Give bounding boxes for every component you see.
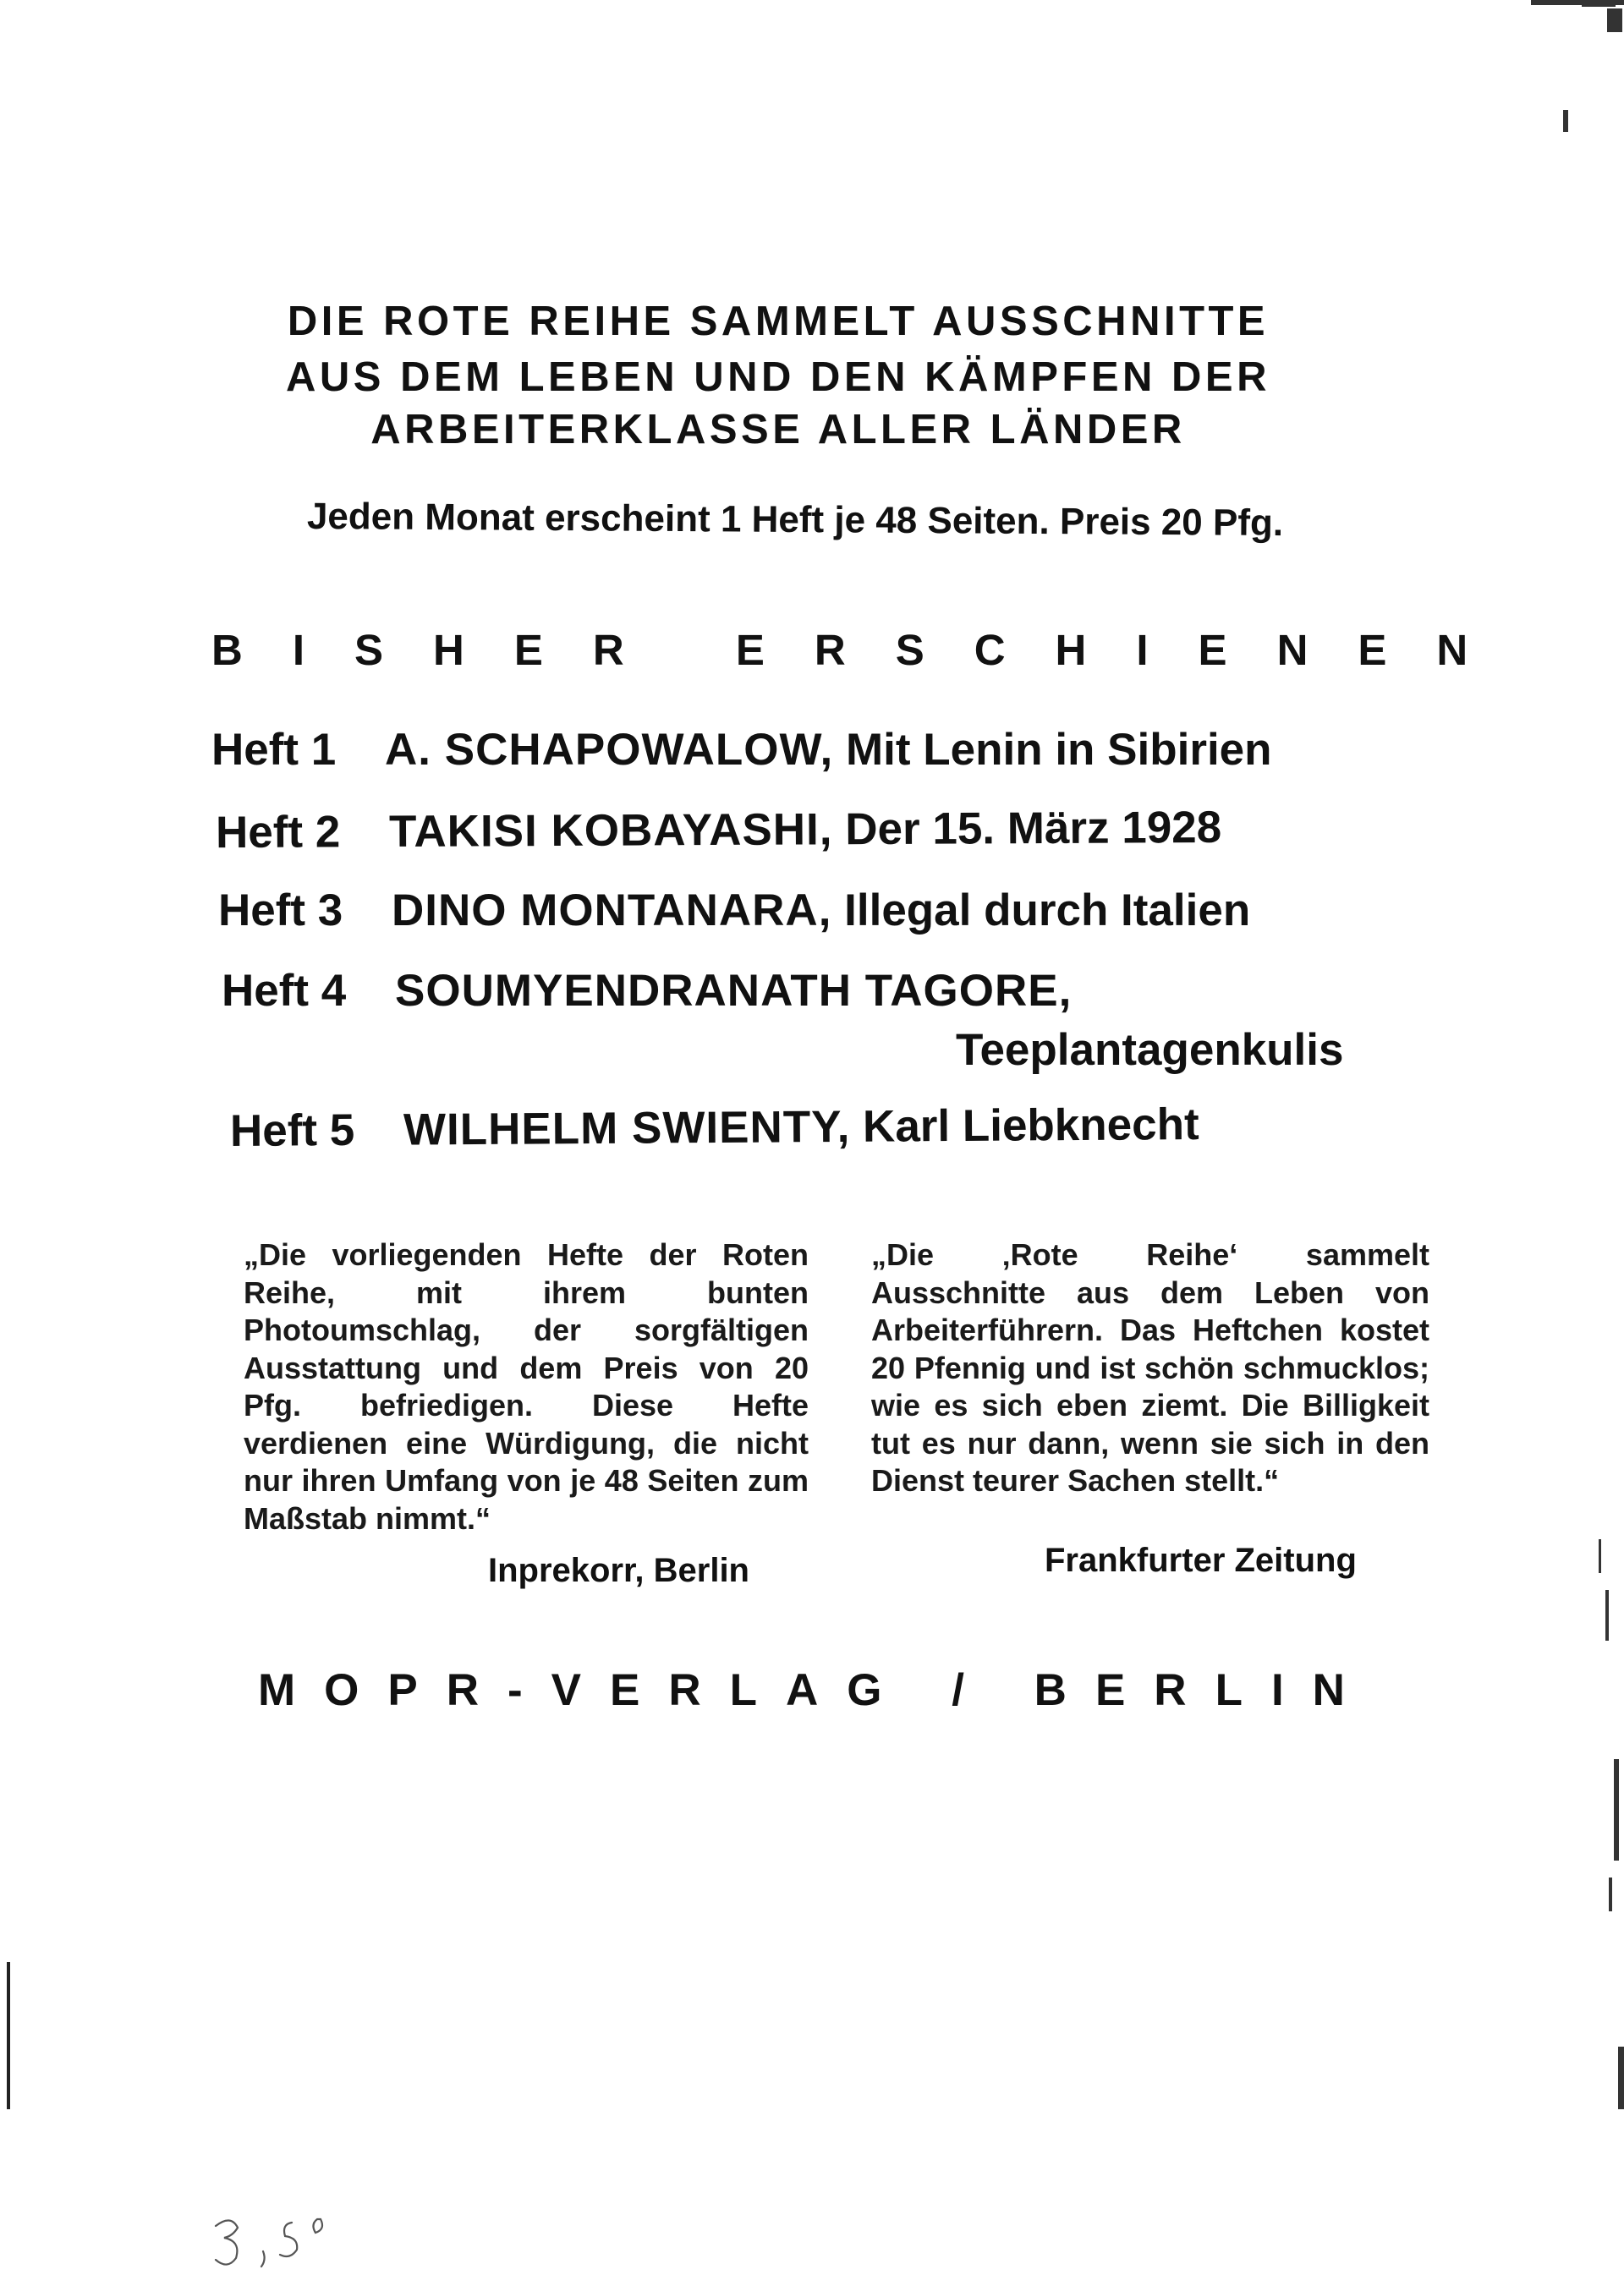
issue-author: A. SCHAPOWALOW,	[385, 725, 834, 775]
review-source-left: Inprekorr, Berlin	[488, 1552, 749, 1589]
issue-title: Mit Lenin in Sibirien	[846, 725, 1272, 775]
issue-author: SOUMYENDRANATH TAGORE,	[395, 966, 1073, 1016]
monthly-note: Jeden Monat erscheint 1 Heft je 48 Seiten. Preis 20 Pfg.	[306, 495, 1284, 545]
publisher-imprint: MOPR-VERLAG / BERLIN	[258, 1665, 1374, 1715]
published-heading: BISHER ERSCHIENEN	[211, 626, 1518, 674]
review-quote-left	[244, 1236, 809, 1538]
issue-number: Heft 5	[229, 1105, 355, 1156]
review-source-right: Frankfurter Zeitung	[1045, 1542, 1357, 1579]
issue-4-title: Teeplantagenkulis	[956, 1025, 1344, 1075]
issue-number: Heft 2	[215, 807, 341, 858]
issue-3	[218, 885, 1251, 935]
review-text: „Die vorliegenden Hefte der Roten Reihe, mit ihrem bunten Photoumschlag, der sorgfältigen Ausstattung und dem Preis von 20 Pfg. befriedigen. Diese Hefte verdienen eine Würdigung, die nicht nur ihren Umfang von je 48 Seiten zum Maßstab nimmt.“	[244, 1237, 809, 1536]
issue-number: Heft 1	[211, 725, 337, 775]
issue-author: DINO MONTANARA,	[392, 885, 832, 935]
headline-line-1: DIE ROTE REIHE SAMMELT AUSSCHNITTE	[287, 299, 1270, 344]
issue-1	[211, 725, 1272, 775]
scan-edge-marks	[1514, 0, 1624, 2109]
issue-author: TAKISI KOBAYASHI,	[388, 804, 833, 858]
issue-author: WILHELM SWIENTY,	[403, 1101, 851, 1155]
headline-line-3: ARBEITERKLASSE ALLER LÄNDER	[370, 407, 1186, 452]
pencil-note-handwriting	[207, 2207, 343, 2275]
issue-number: Heft 4	[222, 966, 347, 1016]
issue-title: Karl Liebknecht	[862, 1099, 1199, 1152]
issue-title: Illegal durch Italien	[844, 885, 1251, 935]
headline-line-2: AUS DEM LEBEN UND DEN KÄMPFEN DER	[286, 354, 1270, 400]
review-text: „Die ‚Rote Reihe‘ sammelt Ausschnitte aus dem Leben von Arbeiterführern. Das Heftchen kostet 20 Pfennig und ist schön schmucklos; wie es sich eben ziemt. Die Billigkeit tut es nur dann, wenn sie sich in den Dienst teurer Sachen stellt.“	[871, 1237, 1429, 1498]
scan-left-edge	[7, 1962, 10, 2109]
issue-number: Heft 3	[218, 885, 343, 935]
issue-4	[222, 966, 1073, 1016]
issue-title: Der 15. März 1928	[845, 802, 1222, 855]
review-quote-right	[871, 1236, 1429, 1500]
issue-5	[229, 1099, 1199, 1156]
issue-2	[215, 802, 1222, 858]
